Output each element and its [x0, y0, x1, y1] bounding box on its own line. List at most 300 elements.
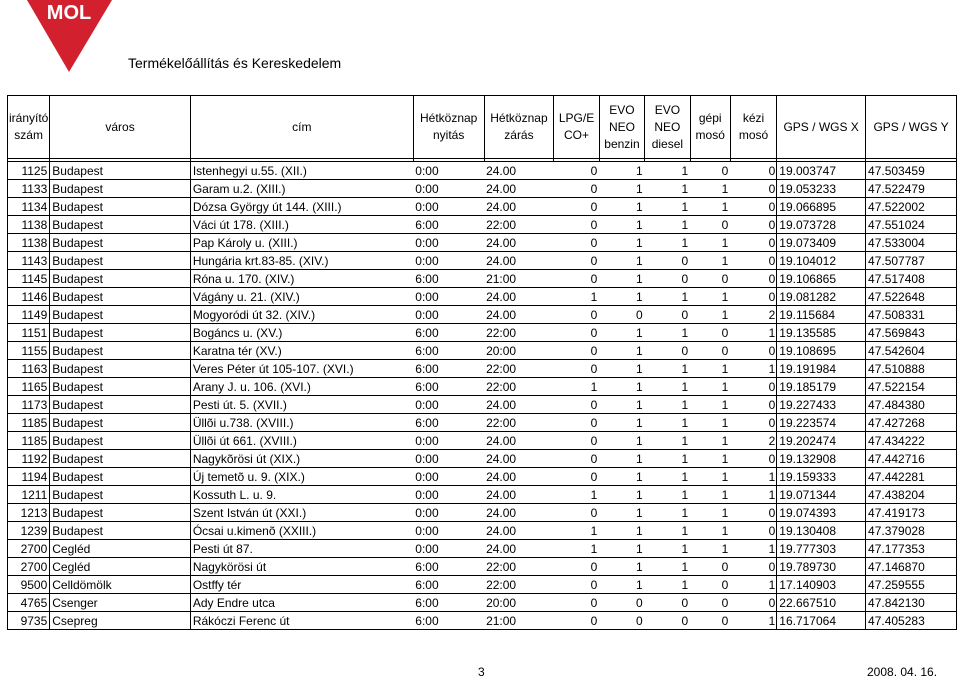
cell-evo-benzin: 0 — [599, 594, 644, 612]
cell-machine-wash: 1 — [690, 288, 730, 306]
cell-evo-benzin: 1 — [599, 270, 644, 288]
cell-evo-diesel: 1 — [645, 324, 690, 342]
cell-gps-y: 47.442716 — [866, 450, 957, 468]
cell-city: Budapest — [50, 306, 191, 324]
cell-gps-x: 22.667510 — [777, 594, 866, 612]
cell-address: Szent István út (XXI.) — [190, 504, 413, 522]
cell-evo-benzin: 0 — [599, 612, 644, 630]
cell-city: Budapest — [50, 504, 191, 522]
cell-gps-x: 19.159333 — [777, 468, 866, 486]
cell-open: 0:00 — [413, 450, 484, 468]
table-row — [8, 540, 957, 558]
cell-address: Nagykörösi út — [190, 558, 413, 576]
cell-open: 0:00 — [413, 162, 484, 180]
cell-address: Hungária krt.83-85. (XIV.) — [190, 252, 413, 270]
header-gps-y: GPS / WGS Y — [866, 96, 957, 159]
cell-close: 24.00 — [484, 306, 554, 324]
cell-open: 0:00 — [413, 306, 484, 324]
cell-gps-x: 19.191984 — [777, 360, 866, 378]
cell-city: Budapest — [50, 288, 191, 306]
cell-open: 0:00 — [413, 486, 484, 504]
cell-hand-wash: 0 — [730, 198, 776, 216]
table-row — [8, 306, 957, 324]
cell-address: Istenhegyi u.55. (XII.) — [190, 162, 413, 180]
cell-close: 22:00 — [484, 414, 554, 432]
cell-gps-x: 17.140903 — [777, 576, 866, 594]
cell-evo-benzin: 1 — [599, 342, 644, 360]
cell-gps-x: 19.106865 — [777, 270, 866, 288]
cell-lpg: 0 — [554, 450, 599, 468]
table-row — [8, 216, 957, 234]
cell-hand-wash: 0 — [730, 378, 776, 396]
cell-hand-wash: 2 — [730, 306, 776, 324]
cell-address: Veres Péter út 105-107. (XVI.) — [190, 360, 413, 378]
cell-address: Pesti út. 5. (XVII.) — [190, 396, 413, 414]
cell-open: 0:00 — [413, 396, 484, 414]
cell-hand-wash: 2 — [730, 432, 776, 450]
cell-hand-wash: 1 — [730, 324, 776, 342]
cell-evo-benzin: 1 — [599, 216, 644, 234]
cell-machine-wash: 1 — [690, 432, 730, 450]
cell-evo-benzin: 1 — [599, 576, 644, 594]
cell-evo-benzin: 1 — [599, 180, 644, 198]
cell-city: Budapest — [50, 396, 191, 414]
table-row — [8, 180, 957, 198]
cell-gps-x: 19.108695 — [777, 342, 866, 360]
table-row — [8, 522, 957, 540]
cell-address: Garam u.2. (XIII.) — [190, 180, 413, 198]
cell-gps-x: 19.115684 — [777, 306, 866, 324]
cell-evo-diesel: 1 — [645, 504, 690, 522]
cell-address: Arany J. u. 106. (XVI.) — [190, 378, 413, 396]
cell-machine-wash: 0 — [690, 594, 730, 612]
cell-address: Üllõi út 661. (XVIII.) — [190, 432, 413, 450]
cell-gps-y: 47.507787 — [866, 252, 957, 270]
cell-machine-wash: 1 — [690, 360, 730, 378]
table-row — [8, 504, 957, 522]
cell-gps-y: 47.438204 — [866, 486, 957, 504]
cell-zip: 1173 — [8, 396, 50, 414]
cell-machine-wash: 1 — [690, 252, 730, 270]
cell-gps-x: 19.081282 — [777, 288, 866, 306]
cell-lpg: 0 — [554, 198, 599, 216]
cell-evo-benzin: 0 — [599, 306, 644, 324]
cell-machine-wash: 0 — [690, 270, 730, 288]
cell-gps-x: 19.202474 — [777, 432, 866, 450]
table-row — [8, 324, 957, 342]
cell-close: 22:00 — [484, 216, 554, 234]
cell-hand-wash: 0 — [730, 270, 776, 288]
cell-machine-wash: 0 — [690, 576, 730, 594]
cell-evo-benzin: 1 — [599, 468, 644, 486]
cell-zip: 9500 — [8, 576, 50, 594]
cell-evo-benzin: 1 — [599, 540, 644, 558]
cell-evo-diesel: 1 — [645, 414, 690, 432]
cell-machine-wash: 1 — [690, 504, 730, 522]
cell-gps-y: 47.259555 — [866, 576, 957, 594]
cell-open: 0:00 — [413, 234, 484, 252]
cell-close: 22:00 — [484, 558, 554, 576]
cell-gps-y: 47.503459 — [866, 162, 957, 180]
cell-address: Dózsa György út 144. (XIII.) — [190, 198, 413, 216]
cell-city: Budapest — [50, 414, 191, 432]
cell-lpg: 0 — [554, 324, 599, 342]
cell-open: 0:00 — [413, 540, 484, 558]
cell-address: Vágány u. 21. (XIV.) — [190, 288, 413, 306]
cell-zip: 1185 — [8, 414, 50, 432]
cell-machine-wash: 0 — [690, 162, 730, 180]
cell-evo-diesel: 0 — [645, 270, 690, 288]
cell-machine-wash: 0 — [690, 558, 730, 576]
cell-open: 6:00 — [413, 360, 484, 378]
cell-hand-wash: 1 — [730, 468, 776, 486]
cell-zip: 1138 — [8, 234, 50, 252]
cell-hand-wash: 1 — [730, 576, 776, 594]
cell-address: Pesti út 87. — [190, 540, 413, 558]
cell-gps-y: 47.405283 — [866, 612, 957, 630]
cell-evo-benzin: 1 — [599, 324, 644, 342]
cell-address: Váci út 178. (XIII.) — [190, 216, 413, 234]
cell-gps-y: 47.551024 — [866, 216, 957, 234]
cell-machine-wash: 1 — [690, 540, 730, 558]
header-close: Hétköznap zárás — [484, 96, 554, 159]
cell-city: Budapest — [50, 342, 191, 360]
cell-city: Budapest — [50, 432, 191, 450]
cell-gps-y: 47.419173 — [866, 504, 957, 522]
page-subtitle: Termékelőállítás és Kereskedelem — [128, 55, 342, 71]
table-header-row — [8, 96, 957, 159]
cell-gps-x: 19.066895 — [777, 198, 866, 216]
cell-evo-diesel: 1 — [645, 540, 690, 558]
header-machine-wash: gépi mosó — [690, 96, 730, 159]
table-row — [8, 414, 957, 432]
cell-gps-y: 47.508331 — [866, 306, 957, 324]
cell-gps-x: 19.130408 — [777, 522, 866, 540]
cell-evo-diesel: 1 — [645, 450, 690, 468]
table-row — [8, 342, 957, 360]
cell-zip: 1151 — [8, 324, 50, 342]
cell-city: Budapest — [50, 468, 191, 486]
cell-close: 24.00 — [484, 450, 554, 468]
logo-text: MOL — [46, 2, 92, 24]
header-evo-benzin: EVO NEO benzin — [599, 96, 644, 159]
cell-evo-diesel: 0 — [645, 342, 690, 360]
header-gps-x: GPS / WGS X — [777, 96, 866, 159]
cell-gps-x: 19.135585 — [777, 324, 866, 342]
footer-date: 2008. 04. 16. — [867, 665, 938, 679]
cell-open: 6:00 — [413, 594, 484, 612]
cell-evo-diesel: 1 — [645, 468, 690, 486]
cell-gps-x: 19.777303 — [777, 540, 866, 558]
cell-hand-wash: 0 — [730, 216, 776, 234]
cell-city: Budapest — [50, 234, 191, 252]
cell-lpg: 1 — [554, 288, 599, 306]
cell-machine-wash: 1 — [690, 522, 730, 540]
cell-zip: 1146 — [8, 288, 50, 306]
cell-evo-diesel: 1 — [645, 360, 690, 378]
cell-machine-wash: 0 — [690, 612, 730, 630]
cell-address: Rákóczi Ferenc út — [190, 612, 413, 630]
cell-zip: 4765 — [8, 594, 50, 612]
cell-address: Ady Endre utca — [190, 594, 413, 612]
cell-evo-benzin: 1 — [599, 432, 644, 450]
cell-evo-diesel: 0 — [645, 306, 690, 324]
cell-machine-wash: 1 — [690, 378, 730, 396]
cell-address: Nagykõrösi út (XIX.) — [190, 450, 413, 468]
cell-zip: 1134 — [8, 198, 50, 216]
cell-city: Budapest — [50, 252, 191, 270]
cell-gps-y: 47.427268 — [866, 414, 957, 432]
table-row — [8, 450, 957, 468]
table-row — [8, 252, 957, 270]
cell-evo-benzin: 1 — [599, 378, 644, 396]
header-evo-diesel: EVO NEO diesel — [645, 96, 690, 159]
cell-evo-benzin: 1 — [599, 396, 644, 414]
cell-evo-diesel: 1 — [645, 234, 690, 252]
cell-lpg: 1 — [554, 378, 599, 396]
cell-gps-x: 19.074393 — [777, 504, 866, 522]
cell-zip: 1213 — [8, 504, 50, 522]
cell-gps-y: 47.517408 — [866, 270, 957, 288]
cell-gps-y: 47.484380 — [866, 396, 957, 414]
cell-close: 24.00 — [484, 396, 554, 414]
cell-hand-wash: 1 — [730, 486, 776, 504]
cell-gps-x: 19.223574 — [777, 414, 866, 432]
cell-evo-diesel: 1 — [645, 198, 690, 216]
cell-gps-y: 47.522648 — [866, 288, 957, 306]
cell-address: Ócsai u.kimenõ (XXIII.) — [190, 522, 413, 540]
cell-city: Budapest — [50, 270, 191, 288]
cell-zip: 1138 — [8, 216, 50, 234]
cell-city: Celldömölk — [50, 576, 191, 594]
cell-close: 24.00 — [484, 180, 554, 198]
cell-gps-y: 47.510888 — [866, 360, 957, 378]
cell-close: 22:00 — [484, 378, 554, 396]
cell-close: 22:00 — [484, 324, 554, 342]
cell-address: Új temetõ u. 9. (XIX.) — [190, 468, 413, 486]
table-row — [8, 270, 957, 288]
table-row — [8, 378, 957, 396]
cell-lpg: 0 — [554, 432, 599, 450]
cell-open: 0:00 — [413, 288, 484, 306]
cell-machine-wash: 0 — [690, 342, 730, 360]
cell-open: 0:00 — [413, 198, 484, 216]
cell-evo-diesel: 1 — [645, 180, 690, 198]
cell-open: 6:00 — [413, 342, 484, 360]
cell-zip: 1239 — [8, 522, 50, 540]
cell-lpg: 0 — [554, 468, 599, 486]
cell-zip: 2700 — [8, 558, 50, 576]
cell-gps-x: 19.073728 — [777, 216, 866, 234]
cell-evo-diesel: 1 — [645, 288, 690, 306]
cell-lpg: 0 — [554, 594, 599, 612]
table-row — [8, 234, 957, 252]
cell-open: 0:00 — [413, 432, 484, 450]
cell-gps-y: 47.522479 — [866, 180, 957, 198]
table-row — [8, 396, 957, 414]
cell-lpg: 0 — [554, 234, 599, 252]
cell-close: 24.00 — [484, 468, 554, 486]
cell-hand-wash: 0 — [730, 504, 776, 522]
table-row — [8, 594, 957, 612]
cell-gps-x: 16.717064 — [777, 612, 866, 630]
cell-hand-wash: 1 — [730, 540, 776, 558]
cell-gps-x: 19.071344 — [777, 486, 866, 504]
cell-evo-benzin: 1 — [599, 252, 644, 270]
cell-hand-wash: 1 — [730, 612, 776, 630]
cell-zip: 1149 — [8, 306, 50, 324]
table-row — [8, 288, 957, 306]
cell-city: Budapest — [50, 198, 191, 216]
cell-zip: 1125 — [8, 162, 50, 180]
cell-open: 6:00 — [413, 216, 484, 234]
cell-close: 21:00 — [484, 612, 554, 630]
cell-city: Budapest — [50, 486, 191, 504]
cell-evo-benzin: 1 — [599, 288, 644, 306]
cell-close: 22:00 — [484, 576, 554, 594]
header-lpg: LPG/E CO+ — [554, 96, 599, 159]
table-row — [8, 612, 957, 630]
cell-address: Üllõi u.738. (XVIII.) — [190, 414, 413, 432]
cell-lpg: 0 — [554, 180, 599, 198]
cell-city: Budapest — [50, 162, 191, 180]
cell-hand-wash: 0 — [730, 162, 776, 180]
cell-close: 24.00 — [484, 540, 554, 558]
cell-city: Csepreg — [50, 612, 191, 630]
cell-hand-wash: 0 — [730, 234, 776, 252]
cell-zip: 1211 — [8, 486, 50, 504]
cell-city: Budapest — [50, 216, 191, 234]
cell-evo-benzin: 1 — [599, 414, 644, 432]
header-city: város — [50, 96, 191, 159]
cell-hand-wash: 0 — [730, 414, 776, 432]
cell-gps-y: 47.542604 — [866, 342, 957, 360]
cell-address: Karatna tér (XV.) — [190, 342, 413, 360]
cell-evo-benzin: 1 — [599, 198, 644, 216]
cell-city: Budapest — [50, 180, 191, 198]
cell-zip: 1145 — [8, 270, 50, 288]
cell-lpg: 0 — [554, 270, 599, 288]
table-row — [8, 432, 957, 450]
cell-zip: 1192 — [8, 450, 50, 468]
cell-machine-wash: 0 — [690, 324, 730, 342]
cell-gps-y: 47.522154 — [866, 378, 957, 396]
cell-zip: 1194 — [8, 468, 50, 486]
header-address: cím — [190, 96, 413, 159]
cell-gps-x: 19.227433 — [777, 396, 866, 414]
cell-gps-y: 47.177353 — [866, 540, 957, 558]
cell-gps-x: 19.073409 — [777, 234, 866, 252]
cell-zip: 1155 — [8, 342, 50, 360]
station-table — [7, 95, 957, 630]
cell-evo-diesel: 0 — [645, 252, 690, 270]
cell-lpg: 0 — [554, 306, 599, 324]
cell-zip: 1163 — [8, 360, 50, 378]
cell-open: 6:00 — [413, 612, 484, 630]
cell-close: 20:00 — [484, 342, 554, 360]
cell-lpg: 0 — [554, 558, 599, 576]
mol-logo — [27, 0, 112, 72]
cell-machine-wash: 1 — [690, 180, 730, 198]
cell-lpg: 0 — [554, 504, 599, 522]
cell-zip: 1165 — [8, 378, 50, 396]
cell-city: Budapest — [50, 360, 191, 378]
cell-evo-diesel: 1 — [645, 486, 690, 504]
cell-lpg: 0 — [554, 342, 599, 360]
cell-evo-diesel: 1 — [645, 558, 690, 576]
cell-close: 24.00 — [484, 522, 554, 540]
cell-city: Csenger — [50, 594, 191, 612]
cell-evo-diesel: 1 — [645, 378, 690, 396]
cell-gps-y: 47.434222 — [866, 432, 957, 450]
cell-hand-wash: 0 — [730, 450, 776, 468]
cell-open: 6:00 — [413, 558, 484, 576]
cell-hand-wash: 0 — [730, 342, 776, 360]
cell-hand-wash: 0 — [730, 594, 776, 612]
cell-open: 0:00 — [413, 180, 484, 198]
cell-gps-x: 19.104012 — [777, 252, 866, 270]
cell-zip: 1185 — [8, 432, 50, 450]
table-row — [8, 360, 957, 378]
cell-hand-wash: 0 — [730, 288, 776, 306]
cell-open: 0:00 — [413, 522, 484, 540]
cell-evo-benzin: 1 — [599, 162, 644, 180]
cell-address: Pap Károly u. (XIII.) — [190, 234, 413, 252]
cell-machine-wash: 1 — [690, 450, 730, 468]
cell-gps-y: 47.522002 — [866, 198, 957, 216]
cell-lpg: 0 — [554, 162, 599, 180]
cell-machine-wash: 1 — [690, 234, 730, 252]
table-row — [8, 468, 957, 486]
header-hand-wash: kézi mosó — [730, 96, 776, 159]
cell-gps-x: 19.789730 — [777, 558, 866, 576]
cell-gps-x: 19.003747 — [777, 162, 866, 180]
cell-lpg: 0 — [554, 360, 599, 378]
cell-open: 6:00 — [413, 576, 484, 594]
cell-city: Cegléd — [50, 540, 191, 558]
cell-gps-x: 19.053233 — [777, 180, 866, 198]
page-number: 3 — [478, 665, 485, 679]
cell-open: 0:00 — [413, 504, 484, 522]
cell-lpg: 1 — [554, 522, 599, 540]
cell-gps-y: 47.442281 — [866, 468, 957, 486]
cell-address: Mogyoródi út 32. (XIV.) — [190, 306, 413, 324]
cell-close: 24.00 — [484, 486, 554, 504]
cell-machine-wash: 0 — [690, 216, 730, 234]
cell-evo-benzin: 1 — [599, 522, 644, 540]
cell-evo-diesel: 1 — [645, 522, 690, 540]
cell-hand-wash: 0 — [730, 180, 776, 198]
cell-evo-diesel: 0 — [645, 612, 690, 630]
table-row — [8, 486, 957, 504]
cell-evo-benzin: 1 — [599, 360, 644, 378]
cell-close: 24.00 — [484, 198, 554, 216]
cell-gps-y: 47.146870 — [866, 558, 957, 576]
cell-address: Kossuth L. u. 9. — [190, 486, 413, 504]
cell-machine-wash: 1 — [690, 468, 730, 486]
cell-evo-diesel: 1 — [645, 162, 690, 180]
cell-evo-benzin: 1 — [599, 234, 644, 252]
table-row — [8, 576, 957, 594]
cell-open: 0:00 — [413, 468, 484, 486]
cell-evo-benzin: 1 — [599, 450, 644, 468]
table-row — [8, 558, 957, 576]
cell-machine-wash: 1 — [690, 198, 730, 216]
cell-city: Budapest — [50, 450, 191, 468]
cell-gps-y: 47.569843 — [866, 324, 957, 342]
cell-evo-diesel: 1 — [645, 576, 690, 594]
table-row — [8, 162, 957, 180]
